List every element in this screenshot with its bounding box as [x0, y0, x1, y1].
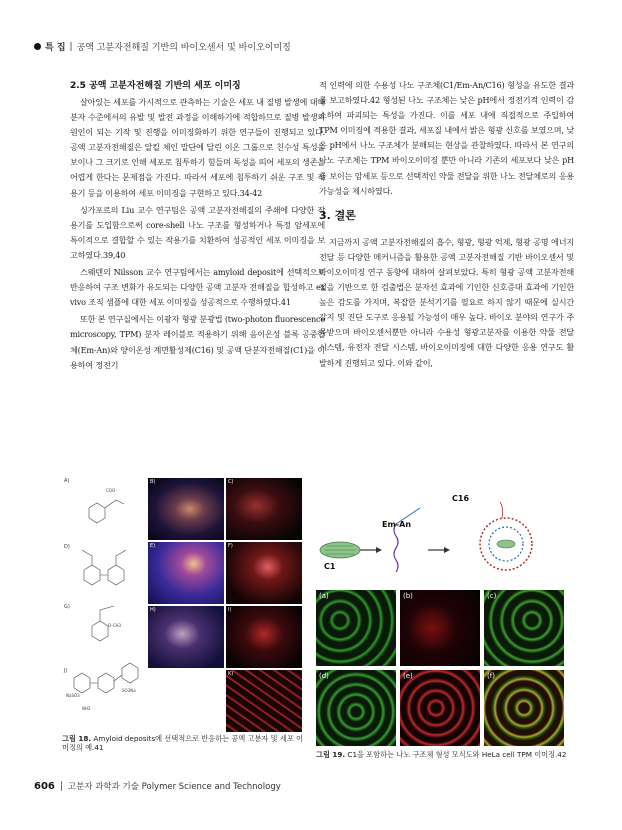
panel-label: A)	[64, 478, 70, 484]
micrograph-h	[148, 606, 224, 668]
tpm-image-f	[484, 670, 564, 746]
c16-label: C16	[452, 494, 470, 503]
micrograph-f	[226, 542, 302, 604]
paragraph: 또한 본 연구실에서는 이광자 형광 분광법 (two-photon fluorescence microscopy, TPM) 분자 레이블로 적용하기 위해 음이온성 블록 공중합체(Em-An)와 양이온성 계면활성제(C16) 및 공액 단분자전해질(C1)을 이용하여 정전기	[70, 314, 325, 370]
page-number: 606	[34, 780, 55, 792]
figure-19	[316, 478, 571, 759]
chem-label: COO-	[106, 488, 117, 493]
panel-label: (f)	[487, 672, 495, 680]
figure-caption	[62, 734, 307, 752]
divider	[61, 781, 62, 791]
panel-label: (c)	[487, 592, 497, 600]
page-footer	[34, 780, 281, 792]
caption-label: 그림 19.	[316, 750, 346, 759]
journal-name: 고분자 과학과 기술 Polymer Science and Technology	[67, 782, 281, 792]
panel-label: B)	[150, 479, 156, 485]
caption-text: Amyloid deposits에 선택적으로 반응하는 공액 고분자 및 세포 이미징의 예.41	[62, 734, 303, 752]
running-header: 특 집 | 공액 고분자전해질 기반의 바이오센서 및 바이오이미징	[34, 40, 291, 53]
micrograph-e	[148, 542, 224, 604]
chem-label: NH2	[82, 706, 91, 711]
paragraph: 적 인력에 의한 수용성 나노 구조체(C1/Em-An/C16) 형성을 유도한 결과를 보고하였다.42 형성된 나노 구조체는 낮은 pH에서 정전기적 인력이 감소하여 파괴되는 특성을 가진다. 이를 세포 내에 직접적으로 주입하여 TPM 이미징에 적용한 결과, 세포질 내에서 밝은 형광 신호를 보였으며, 낮은 pH에서 나노 구조체가 분해되는 현상을 관찰하였다. 따라서 본 연구의 나노 구조체는 TPM 바이오이미징 뿐만 아니라 기존의 세포보다 낮은 pH를 보이는 암세포 등으로 선택적인 약물 전달을 위한 나노 전달체로의 응용 가능성을 제시하였다.	[319, 80, 574, 196]
bullet-icon	[34, 43, 41, 50]
panel-label: G)	[64, 604, 70, 610]
panel-label: (b)	[403, 592, 413, 600]
right-column	[319, 78, 574, 373]
chem-label: SO3Na	[122, 688, 136, 693]
panel-label: J)	[64, 668, 68, 674]
micrograph-c	[226, 478, 302, 540]
panel-label: H)	[150, 607, 156, 613]
em-an-label: Em-An	[382, 520, 412, 529]
figure-caption	[316, 750, 571, 759]
paragraph: 지금까지 공액 고분자전해질의 흡수, 형광, 형광 억제, 형광 공명 에너지 전달 등 다양한 메커니즘을 활용한 공액 고분자전해질 기반 바이오센서 및 바이오이미징 연구 동향에 대하여 살펴보았다. 특히 형광 공액 고분자전해질을 기반으로 한 검출법은 분자선 효과에 기인한 신호증대 효과에 기인한 높은 감도를 가지며, 복잡한 분석기기를 필요로 하지 않기 때문에 실시간 감지 및 진단 도구로 응용될 가능성이 매우 높다. 바이오 분야의 연구가 주목받으며 바이오센서뿐만 아니라 수용성 형광고분자를 이용한 약물 전달 시스템, 유전자 전달 시스템, 바이오이미징에 대한 다양한 응용 연구도 활발하게 진행되고 있다. 이와 같이,	[319, 236, 574, 368]
panel-label: C)	[228, 479, 234, 485]
panel-label: K)	[228, 671, 234, 677]
micrograph-k	[226, 670, 302, 732]
paragraph: 싱가포르의 Liu 교수 연구팀은 공액 고분자전해질의 주쇄에 다양한 작용기를 도입함으로써 core-shell 나노 구조를 형성하거나 특정 암세포에 특이적으로 결합할 수 있는 작용기를 치환하여 성공적인 세포 이미징을 보고하였다.39,40	[70, 204, 325, 260]
panel-label: (a)	[319, 592, 329, 600]
panel-label: (e)	[403, 672, 413, 680]
panel-label: E)	[150, 543, 156, 549]
tpm-image-e	[400, 670, 480, 746]
tpm-image-d	[316, 670, 396, 746]
c1-label: C1	[324, 562, 336, 571]
tpm-image-c	[484, 590, 564, 666]
panel-label: D)	[64, 544, 70, 550]
header-title: 공액 고분자전해질 기반의 바이오센서 및 바이오이미징	[76, 43, 291, 53]
nanostructure-schematic	[316, 492, 571, 578]
section-heading: 2.5 공액 고분자전해질 기반의 세포 이미징	[70, 81, 241, 91]
section-label: 특 집	[45, 43, 66, 53]
panel-label: F)	[228, 543, 233, 549]
tpm-image-a	[316, 590, 396, 666]
micrograph-i	[226, 606, 302, 668]
panel-label: (d)	[319, 672, 329, 680]
panel-label: I)	[228, 607, 232, 613]
paragraph: 살아있는 세포를 가시적으로 관측하는 기술은 세포 내 질병 발생에 대해 분자 수준에서의 유발 및 발전 과정을 이해하기에 적합하므로 질병 발생의 원인이 되는 기작 및 진행을 이미징화하기 위한 연구들이 진행되고 있다. 공액 고분자전해질은 알킬 체인 말단에 달린 이온 그룹으로 친수성 특성을 보이나 그 크기로 인해 세포로 침투하기 힘들며 독성을 띄어 세포의 생존을 어렵게 한다는 문제점을 가진다. 따라서 세포에 침투하기 쉬운 구조 및 작용기 등을 이용하여 세포 이미징을 구현하고 있다.34-42	[70, 97, 325, 198]
left-column	[70, 78, 325, 375]
caption-label: 그림 18.	[62, 734, 92, 743]
paragraph: 스웨덴의 Nilsson 교수 연구팀에서는 amyloid deposit에 선택적으로 반응하여 구조 변화가 유도되는 다양한 공액 고분자 전해질을 합성하고 ex vivo 조직 샘플에 대한 세포 이미징을 성공적으로 수행하였다.41	[70, 267, 325, 308]
figure-18	[62, 478, 307, 752]
chem-label: O-CH3	[108, 623, 122, 628]
micrograph-b	[148, 478, 224, 540]
chem-label: NaSO3	[66, 693, 80, 698]
conclusion-heading: 3. 결론	[319, 208, 356, 222]
caption-text: C1을 포함하는 나노 구조체 형성 모식도와 HeLa cell TPM 이미징.42	[347, 750, 567, 759]
tpm-image-b	[400, 590, 480, 666]
chemical-structures	[64, 478, 146, 714]
